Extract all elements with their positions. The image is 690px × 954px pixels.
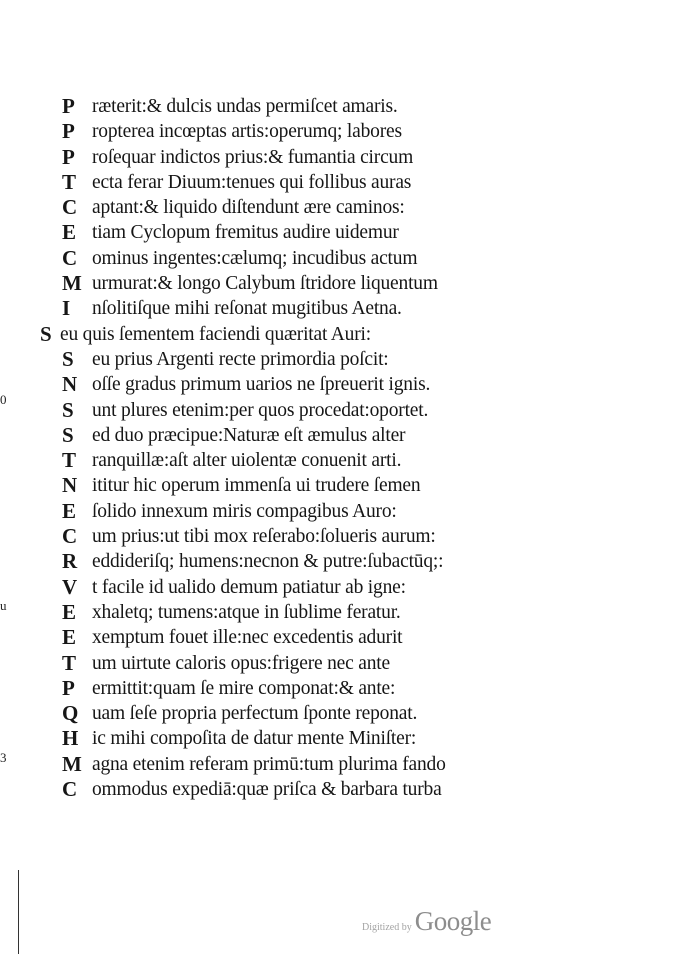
verse-text: agna etenim referam primū:tum plurima fando [92,753,446,775]
verse-line [40,752,660,777]
verse-initial: M [62,271,82,296]
verse-initial: S [40,321,52,346]
edge-mark-1: 0 [0,392,7,407]
verse-text: xemptum fouet ille:nec excedentis adurit [92,627,403,649]
verse-text: xhaletq; tumens:atque in ſublime feratur. [92,601,401,623]
verse-line [40,726,660,751]
verse-line [40,322,660,347]
verse-text: ominus ingentes:cælumq; incudibus actum [92,247,418,269]
verse-text: ermittit:quam ſe mire componat:& ante: [92,677,396,699]
verse-initial: S [62,346,74,371]
verse-initial: S [62,422,74,447]
verse-line [40,524,660,549]
verse-text: um uirtute caloris opus:frigere nec ante [92,652,390,674]
verse-line [40,296,660,321]
verse-block [40,94,660,802]
verse-initial: E [62,220,77,245]
verse-initial: P [62,144,75,169]
verse-initial: I [62,296,71,321]
verse-text: urmurat:& longo Calybum ſtridore liquentum [92,273,438,295]
verse-text: eddideriſq; humens:necnon & putre:ſubactūq;: [92,551,444,573]
edge-mark-3: 3 [0,750,7,765]
verse-text: ſolido innexum miris compagibus Auro: [92,500,397,522]
verse-line [40,625,660,650]
verse-initial: C [62,245,78,270]
verse-text: ropterea incœptas artis:operumq; labores [92,121,402,143]
verse-initial: V [62,574,78,599]
verse-text: tiam Cyclopum fremitus audire uidemur [92,222,399,244]
verse-initial: P [62,675,75,700]
verse-text: uam ſeſe propria perfectum ſponte reponat. [92,703,418,725]
verse-line [40,347,660,372]
verse-initial: E [62,625,77,650]
verse-text: nſolitiſque mihi reſonat mugitibus Aetna. [92,298,402,320]
verse-line [40,651,660,676]
verse-initial: P [62,94,75,118]
verse-text: ommodus expediā:quæ priſca & barbara turba [92,779,442,801]
page-edge-line [18,870,19,954]
verse-initial: N [62,372,78,397]
verse-line [40,777,660,802]
verse-text: eu quis ſementem faciendi quæritat Auri: [60,323,371,345]
verse-line [40,119,660,144]
verse-text: roſequar indictos prius:& fumantia circum [92,146,414,168]
verse-initial: T [62,448,77,473]
verse-line [40,701,660,726]
verse-initial: C [62,524,78,549]
edge-mark-2: u [0,598,7,613]
verse-text: ed duo præcipue:Naturæ eſt æmulus alter [92,424,406,446]
verse-initial: S [62,397,74,422]
verse-line [40,600,660,625]
verse-line [40,473,660,498]
verse-line [40,195,660,220]
verse-line [40,220,660,245]
verse-line [40,246,660,271]
verse-line [40,271,660,296]
verse-line [40,499,660,524]
verse-text: unt plures etenim:per quos procedat:oportet. [92,399,429,421]
watermark-prefix: Digitized by [362,922,412,933]
verse-text: t facile id ualido demum patiatur ab igne: [92,576,406,598]
verse-line [40,676,660,701]
verse-text: ititur hic operum immenſa ui trudere ſemen [92,475,421,497]
verse-initial: H [62,726,79,751]
verse-text: aptant:& liquido diſtendunt ære caminos: [92,197,405,219]
verse-initial: C [62,195,78,220]
verse-initial: E [62,498,77,523]
verse-line [40,448,660,473]
verse-line [40,170,660,195]
verse-initial: T [62,169,77,194]
verse-line [40,372,660,397]
verse-initial: P [62,119,75,144]
verse-text: um prius:ut tibi mox reſerabo:ſolueris aurum: [92,526,436,548]
watermark-brand: Google [414,906,492,936]
verse-initial: N [62,473,78,498]
verse-line [40,575,660,600]
verse-text: ic mihi compoſita de datur mente Miniſter: [92,728,417,750]
verse-initial: M [62,751,82,776]
verse-text: ranquillæ:aſt alter uiolentæ conuenit arti. [92,450,402,472]
verse-line [40,398,660,423]
verse-initial: E [62,599,77,624]
verse-initial: T [62,650,77,675]
verse-line [40,94,660,119]
verse-initial: C [62,777,78,802]
verse-text: oſſe gradus primum uarios ne ſpreuerit ignis. [92,374,431,396]
verse-initial: Q [62,701,79,726]
verse-line [40,549,660,574]
verse-line [40,145,660,170]
verse-text: ecta ferar Diuum:tenues qui follibus auras [92,171,412,193]
verse-text: eu prius Argenti recte primordia poſcit: [92,348,389,370]
verse-line [40,423,660,448]
verse-text: ræterit:& dulcis undas permiſcet amaris. [92,96,398,117]
google-digitized-watermark [362,906,491,937]
verse-initial: R [62,549,78,574]
